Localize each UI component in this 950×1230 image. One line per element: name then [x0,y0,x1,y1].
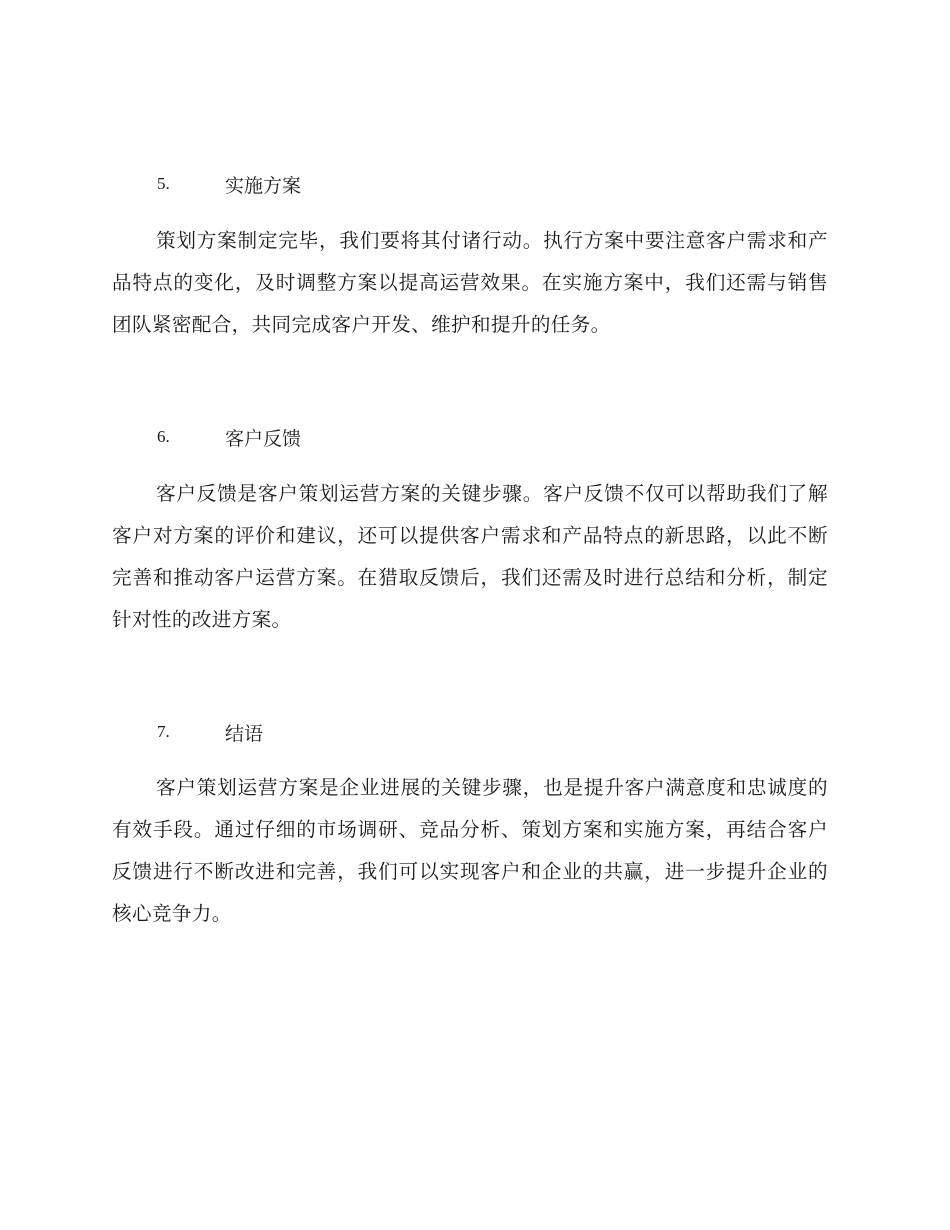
section-number: 6. [157,427,170,446]
section-paragraph-7: 客户策划运营方案是企业进展的关键步骤，也是提升客户满意度和忠诚度的有效手段。通过仔细的市场调研、竞品分析、策划方案和实施方案，再结合客户反馈进行不断改进和完善，我们可以实现客户和企业的共赢，进一步提升企业的核心竞争力。 [112,776,828,925]
section-number: 5. [157,174,170,193]
section-title: 结语 [225,722,264,745]
section-paragraph-5: 策划方案制定完毕，我们要将其付诸行动。执行方案中要注意客户需求和产品特点的变化，及时调整方案以提高运营效果。在实施方案中，我们还需与销售团队紧密配合，共同完成客户开发、维护和提升的任务。 [112,229,828,336]
section-heading-5 [157,169,301,199]
section-title: 客户反馈 [225,427,302,450]
section-heading-6 [157,422,301,452]
section-paragraph-6: 客户反馈是客户策划运营方案的关键步骤。客户反馈不仅可以帮助我们了解客户对方案的评价和建议，还可以提供客户需求和产品特点的新思路，以此不断完善和推动客户运营方案。在猎取反馈后，我们还需及时进行总结和分析，制定针对性的改进方案。 [112,482,828,631]
section-heading-7 [157,717,263,747]
section-number: 7. [157,722,170,741]
section-title: 实施方案 [225,174,302,197]
